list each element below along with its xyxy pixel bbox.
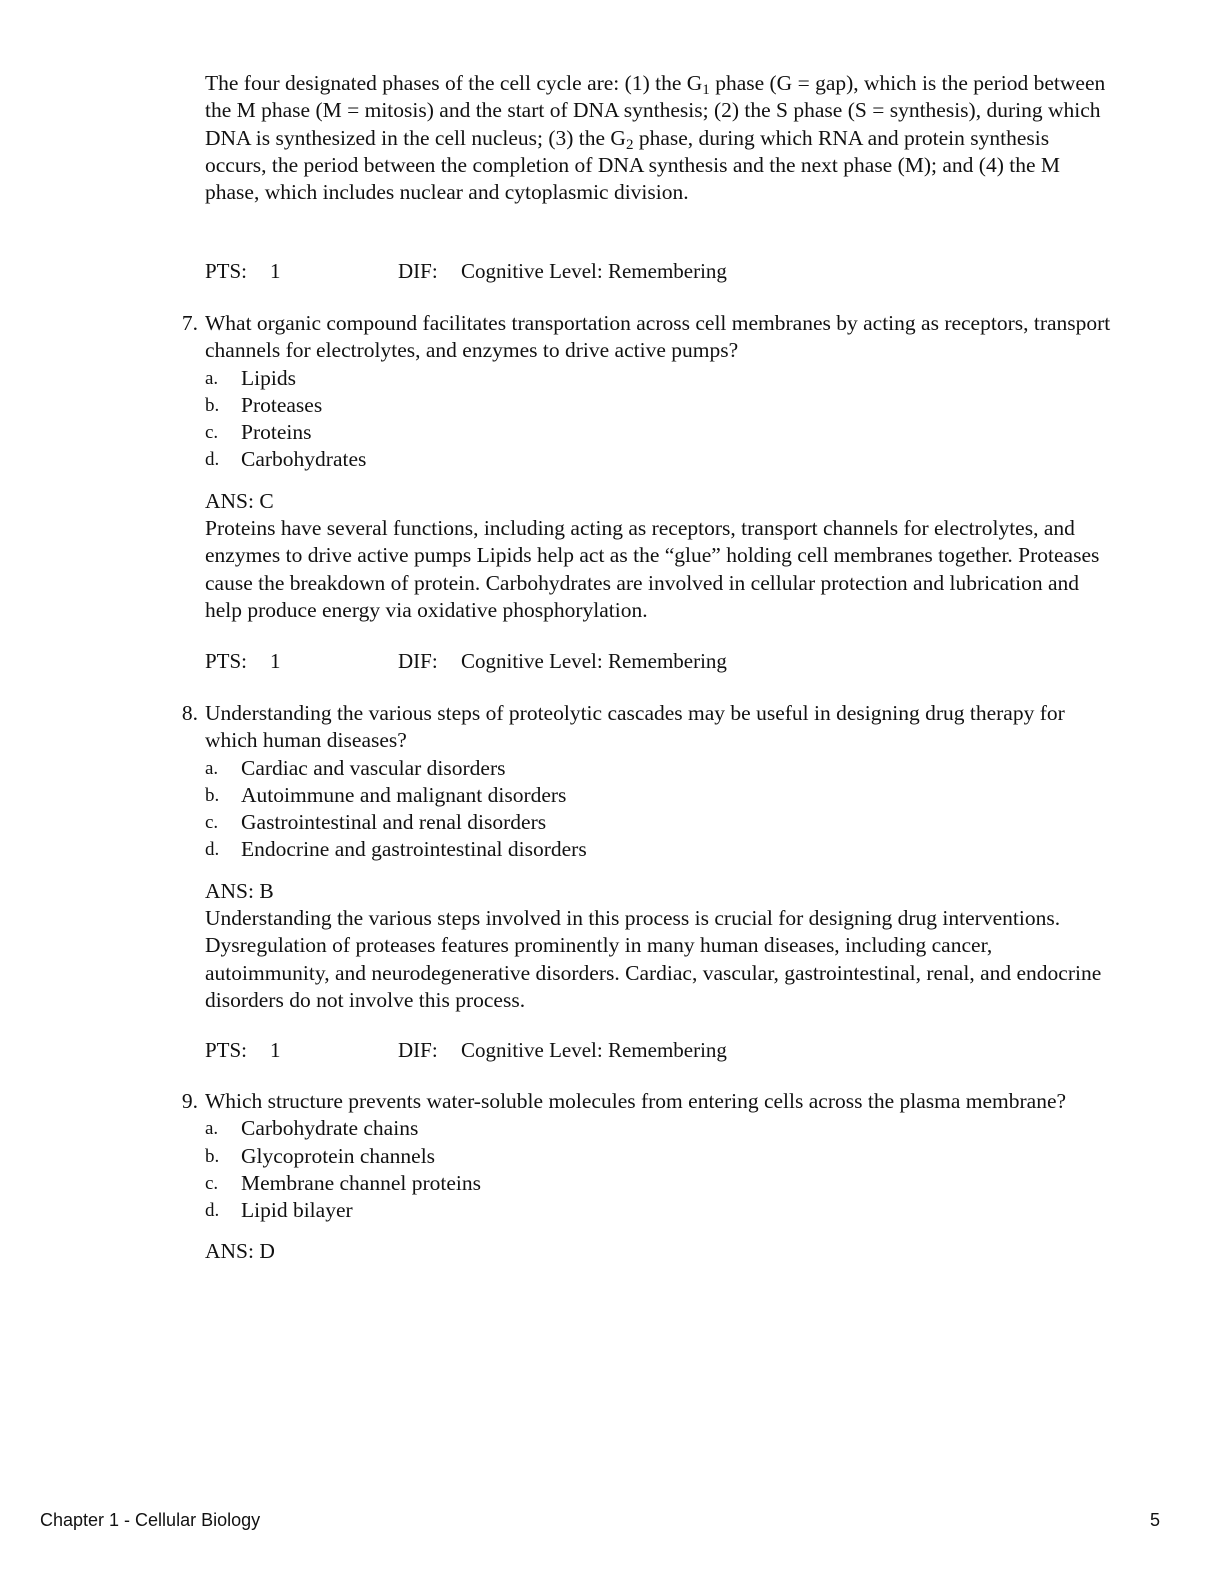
page-footer — [40, 1510, 1160, 1531]
choice-a — [205, 1115, 1115, 1142]
choice-letter: b. — [205, 784, 220, 806]
choice-list — [205, 1115, 1115, 1224]
rationale-text: phase (G = gap), which is the period between the M phase (M = mitosis) and the start of DNA synthesis; (2) the S phase (S = synthesis), during which DNA is synthesized in the cell nucleus; (3) the G — [205, 71, 1106, 150]
question-7 — [160, 310, 1115, 624]
choice-text: Cardiac and vascular disorders — [241, 755, 506, 780]
rationale-paragraph-q6 — [205, 70, 1115, 206]
choice-letter: c. — [205, 812, 219, 834]
pts-label: PTS: — [205, 649, 248, 673]
choice-text: Gastrointestinal and renal disorders — [241, 810, 547, 835]
question-number: 7. — [181, 311, 198, 335]
answer-key: ANS: C — [205, 488, 274, 513]
choice-letter: d. — [205, 449, 220, 471]
question-text: Which structure prevents water-soluble molecules from entering cells across the plasma membrane? — [205, 1089, 1067, 1113]
choice-letter: c. — [205, 1172, 219, 1194]
question-text: Understanding the various steps of proteolytic cascades may be useful in designing drug therapy for which human diseases? — [205, 701, 1065, 753]
subscript: 1 — [702, 81, 710, 98]
dif-value: Cognitive Level: Remembering — [461, 649, 727, 673]
page-number: 5 — [1149, 1510, 1160, 1530]
choice-text: Carbohydrate chains — [241, 1116, 419, 1141]
answer-key: ANS: B — [205, 878, 274, 903]
choice-letter: b. — [205, 394, 220, 416]
dif-value: Cognitive Level: Remembering — [461, 259, 727, 283]
choice-d — [205, 446, 1115, 473]
pts-label: PTS: — [205, 1038, 248, 1062]
answer-key: ANS: D — [205, 1239, 275, 1264]
choice-b — [205, 392, 1115, 419]
choice-list — [205, 365, 1115, 474]
rationale-text: The four designated phases of the cell cycle are: (1) the G — [205, 71, 703, 95]
rationale-text: Understanding the various steps involved in this process is crucial for designing drug interventions. Dysregulation of proteases features prominently in many human diseases, including cancer, autoimmunity, and neurodegenerative disorders. Cardiac, vascular, gastrointestinal, renal, and endocrine disorders do not involve this process. — [205, 906, 1102, 1012]
question-9 — [160, 1088, 1115, 1266]
choice-letter: b. — [205, 1145, 220, 1167]
choice-a — [205, 755, 1115, 782]
choice-text: Proteases — [241, 392, 323, 417]
choice-letter: a. — [205, 1118, 219, 1140]
choice-a — [205, 365, 1115, 392]
question-number: 9. — [181, 1089, 198, 1113]
question-8 — [160, 700, 1115, 1014]
choice-c — [205, 809, 1115, 836]
dif-label: DIF: — [398, 259, 438, 283]
choice-text: Endocrine and gastrointestinal disorders — [241, 837, 587, 862]
pts-label: PTS: — [205, 259, 248, 283]
rationale-text: phase, during which RNA and protein synthesis occurs, the period between the completion of DNA synthesis and the next phase (M); and (4) the M phase, which includes nuclear and cytoplasmic division. — [205, 125, 1061, 205]
choice-list — [205, 755, 1115, 864]
subscript: 2 — [625, 136, 634, 153]
choice-text: Membrane channel proteins — [241, 1170, 481, 1195]
pts-value: 1 — [270, 649, 281, 673]
choice-letter: c. — [205, 422, 219, 444]
dif-value: Cognitive Level: Remembering — [461, 1038, 727, 1062]
pts-value: 1 — [270, 1038, 281, 1062]
choice-b — [205, 1143, 1115, 1170]
choice-letter: a. — [205, 757, 219, 779]
question-number: 8. — [181, 701, 198, 725]
dif-label: DIF: — [398, 1038, 438, 1062]
choice-d — [205, 1197, 1115, 1224]
choice-c — [205, 419, 1115, 446]
choice-text: Lipids — [241, 365, 296, 390]
choice-text: Proteins — [241, 420, 312, 445]
question-text: What organic compound facilitates transportation across cell membranes by acting as receptors, transport channels for electrolytes, and enzymes to drive active pumps? — [205, 311, 1111, 363]
choice-d — [205, 836, 1115, 863]
choice-b — [205, 782, 1115, 809]
choice-text: Lipid bilayer — [241, 1198, 353, 1223]
chapter-title: Chapter 1 - Cellular Biology — [40, 1510, 261, 1530]
choice-letter: d. — [205, 839, 220, 861]
dif-label: DIF: — [398, 649, 438, 673]
choice-letter: d. — [205, 1200, 220, 1222]
choice-text: Autoimmune and malignant disorders — [241, 782, 567, 807]
pts-value: 1 — [270, 259, 281, 283]
choice-text: Carbohydrates — [241, 447, 367, 472]
choice-text: Glycoprotein channels — [241, 1143, 436, 1168]
rationale-text: Proteins have several functions, including acting as receptors, transport channels for electrolytes, and enzymes to drive active pumps Lipids help act as the “glue” holding cell membranes together. Proteases cause the breakdown of protein. Carbohydrates are involved in cellular protection and lubrication and help produce energy via oxidative phosphorylation. — [205, 516, 1100, 622]
choice-letter: a. — [205, 367, 219, 389]
choice-c — [205, 1170, 1115, 1197]
